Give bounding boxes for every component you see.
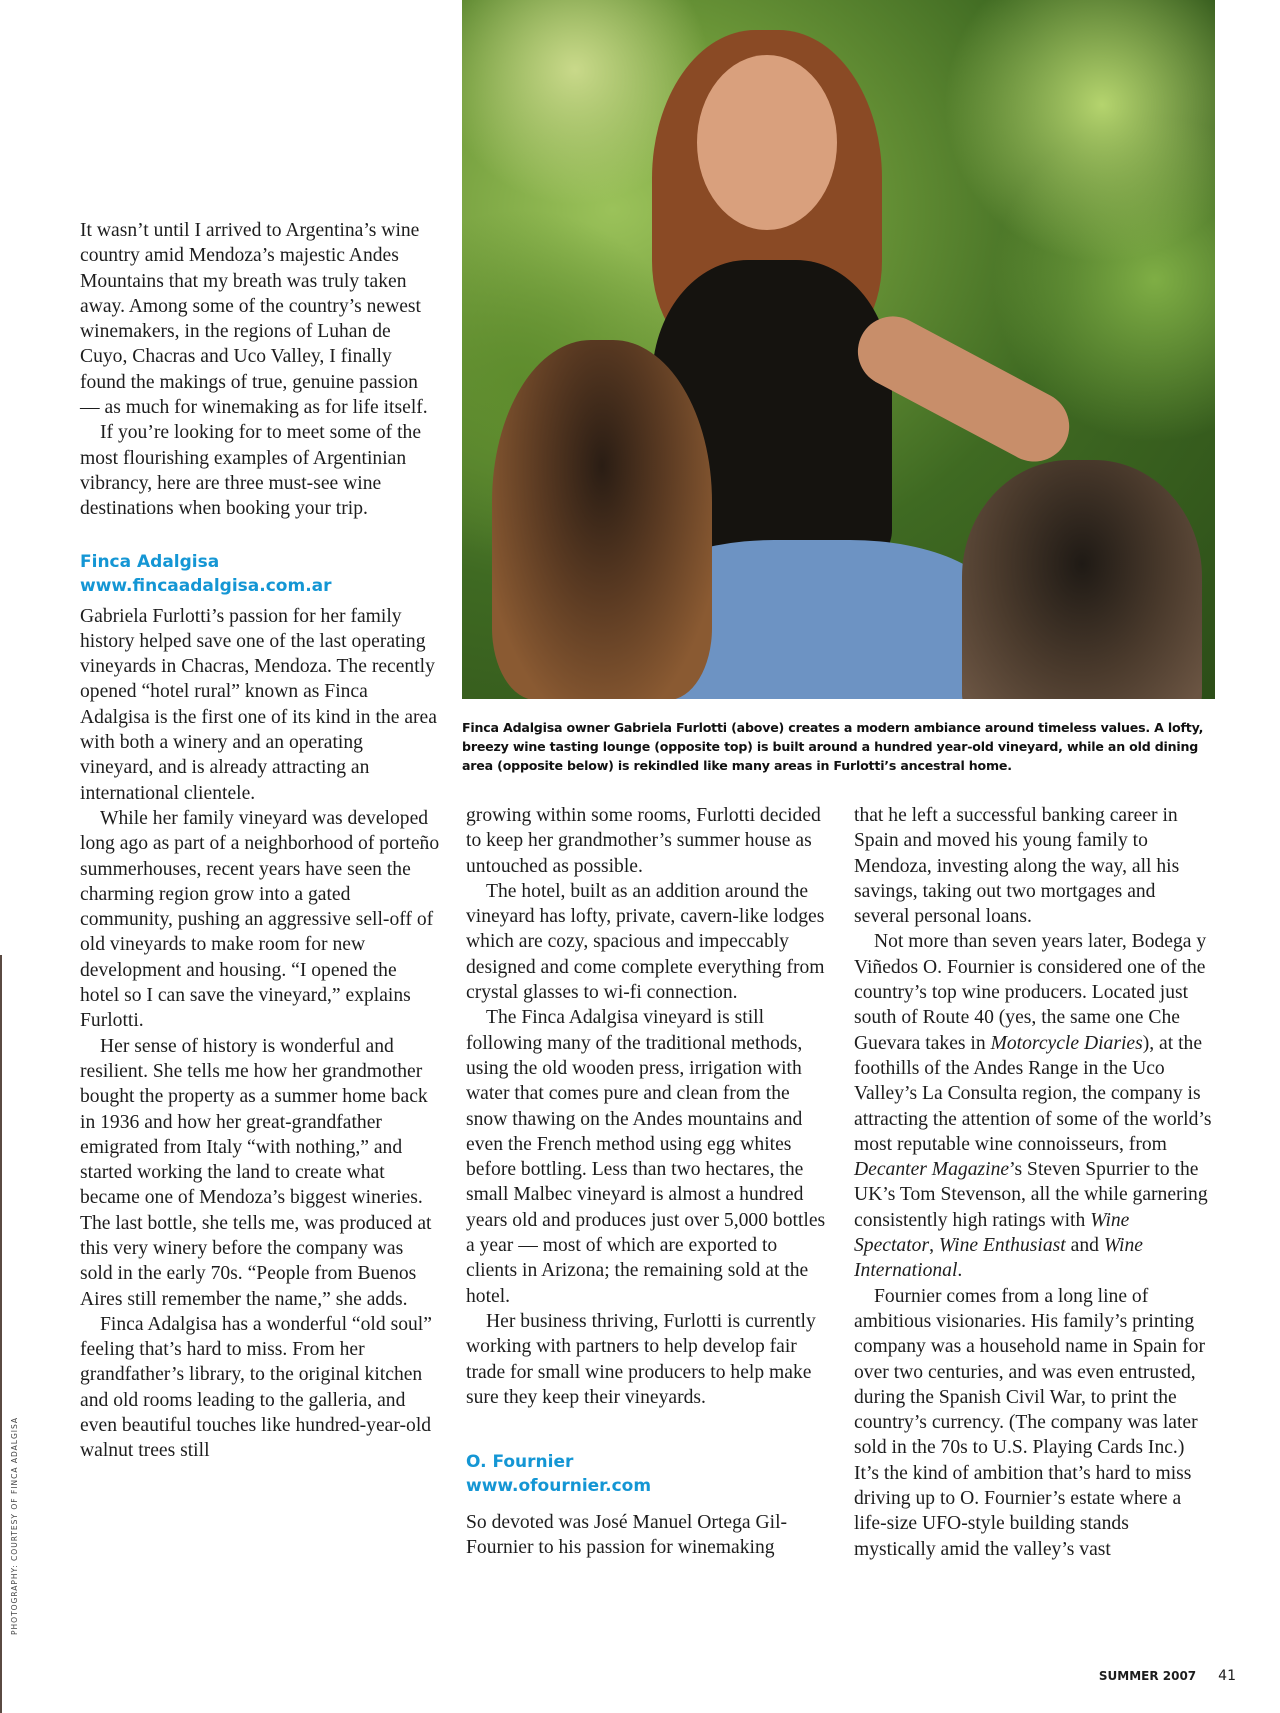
text-run: . bbox=[957, 1260, 963, 1282]
italic-title: Decanter Magazine bbox=[854, 1159, 1010, 1181]
body-paragraph: Gabriela Furlotti’s passion for her family history helped save one of the last operating vineyards in Chacras, Mendoza. The recently opened “hotel rural” known as Finca Adalgisa is the first one of its kind in the area with both a winery and an operating vineyard, and is already attracting an international clientele. bbox=[80, 605, 437, 804]
body-paragraph: So devoted was José Manuel Ortega Gil-Fournier to his passion for winemaking bbox=[466, 1512, 788, 1559]
body-paragraph: The Finca Adalgisa vineyard is still following many of the traditional methods, using the old wooden press, irrigation with water that comes pure and clean from the snow thawing on the Andes mountains and even the French method using egg whites before bottling. Less than two hectares, the small Malbec vineyard is almost a hundred years old and produces just over 5,000 bottles a year — most of which are exported to clients in Arizona; the remaining sold at the hotel. bbox=[466, 1007, 826, 1307]
section-heading-finca-adalgisa bbox=[80, 550, 440, 598]
photo-credit: PHOTOGRAPHY: COURTESY OF FINCA ADALGISA bbox=[10, 1416, 19, 1635]
issue-label: SUMMER 2007 bbox=[1098, 1669, 1197, 1683]
dog-left bbox=[492, 340, 712, 699]
text-run: Not more than seven years later, Bodega y Viñedos O. Fournier is considered one of the country’s top wine producers. Located just south of Route 40 (yes, the same one Che Guevara takes in bbox=[854, 931, 1207, 1054]
body-paragraph: that he left a successful banking career in Spain and moved his young family to Mendoza, investing along the way, all his savings, taking out two mortgages and several personal loans. bbox=[854, 805, 1180, 928]
body-paragraph: Her sense of history is wonderful and resilient. She tells me how her grandmother bought the property as a summer home back in 1936 and how her great-grandfather emigrated from Italy “with nothing,” and started working the land to create what became one of Mendoza’s biggest wineries. The last bottle, she tells me, was produced at this very winery before the company was sold in the early 70s. “People from Buenos Aires still remember the name,” she adds. bbox=[80, 1035, 432, 1310]
page-edge bbox=[0, 955, 2, 1713]
feature-photo bbox=[462, 0, 1215, 699]
body-paragraph: Fournier comes from a long line of ambitious visionaries. His family’s printing company was a household name in Spain for over two centuries, and was even entrusted, during the Spanish Civil War, to print the country’s currency. (The company was later sold in the 70s to U.S. Playing Cards Inc.) It’s the kind of ambition that’s hard to miss driving up to O. Fournier’s estate where a life-size UFO-style building stands mystically amid the valley’s vast bbox=[854, 1285, 1205, 1560]
body-paragraph: Her business thriving, Furlotti is currently working with partners to help develop fair trade for small wine producers to help make sure they keep their vineyards. bbox=[466, 1310, 816, 1408]
section-title: Finca Adalgisa bbox=[80, 551, 220, 572]
body-paragraph: The hotel, built as an addition around the vineyard has lofty, private, cavern-like lodges which are cozy, spacious and impeccably designed and come complete everything from crystal glasses to wi-fi connection. bbox=[466, 880, 825, 1004]
section-heading-o-fournier bbox=[466, 1450, 831, 1498]
section-url[interactable]: www.ofournier.com bbox=[466, 1476, 652, 1497]
page-footer bbox=[1099, 1668, 1236, 1684]
intro-paragraph: If you’re looking for to meet some of the most flourishing examples of Argentinian vibrancy, here are three must-see wine destinations when booking your trip. bbox=[80, 422, 422, 520]
italic-title: Wine Enthusiast bbox=[938, 1235, 1066, 1257]
text-run: ’s Steven Spurrier to the UK’s Tom Stevenson, all the while garnering consistently high ratings with bbox=[854, 1159, 1208, 1231]
text-run: , bbox=[929, 1235, 939, 1257]
body-paragraph bbox=[854, 929, 1214, 1283]
dog-right bbox=[962, 460, 1202, 699]
body-paragraph: Finca Adalgisa has a wonderful “old soul” feeling that’s hard to miss. From her grandfather’s library, to the original kitchen and old rooms leading to the galleria, and even beautiful touches like hundred-year-old walnut trees still bbox=[80, 1313, 432, 1462]
page-number: 41 bbox=[1218, 1668, 1236, 1684]
section-title: O. Fournier bbox=[466, 1452, 574, 1473]
woman-face bbox=[697, 55, 837, 230]
text-run: and bbox=[1065, 1235, 1104, 1257]
column-2 bbox=[466, 803, 831, 1561]
italic-title: Wine International bbox=[854, 1235, 1143, 1282]
photo-caption: Finca Adalgisa owner Gabriela Furlotti (above) creates a modern ambiance around timeless values. A lofty, breezy wine tasting lounge (opposite top) is built around a hundred year-old vineyard, while an old dining area (opposite below) is rekindled like many areas in Furlotti’s ancestral home. bbox=[462, 720, 1204, 773]
text-run: ), at the foothills of the Andes Range in the Uco Valley’s La Consulta region, the company is attracting the attention of some of the world’s most reputable wine connoisseurs, from bbox=[854, 1032, 1212, 1155]
body-paragraph: growing within some rooms, Furlotti decided to keep her grandmother’s summer house as untouched as possible. bbox=[466, 805, 821, 877]
body-paragraph: While her family vineyard was developed long ago as part of a neighborhood of porteño summerhouses, recent years have seen the charming region grow into a gated community, pushing an aggressive sell-off of old vineyards to make room for new development and housing. “I opened the hotel so I can save the vineyard,” explains Furlotti. bbox=[80, 807, 440, 1032]
italic-title: Wine Spectator bbox=[854, 1209, 1130, 1257]
column-3 bbox=[854, 803, 1214, 1562]
intro-paragraph: It wasn’t until I arrived to Argentina’s wine country amid Mendoza’s majestic Andes Mountains that my breath was truly taken away. Among some of the country’s newest winemakers, in the regions of Luhan de Cuyo, Chacras and Uco Valley, I finally found the makings of true, genuine passion — as much for winemaking as for life itself. bbox=[80, 220, 428, 419]
column-1 bbox=[80, 218, 440, 1464]
italic-title: Motorcycle Diaries bbox=[990, 1032, 1143, 1054]
section-url[interactable]: www.fincaadalgisa.com.ar bbox=[80, 575, 332, 596]
